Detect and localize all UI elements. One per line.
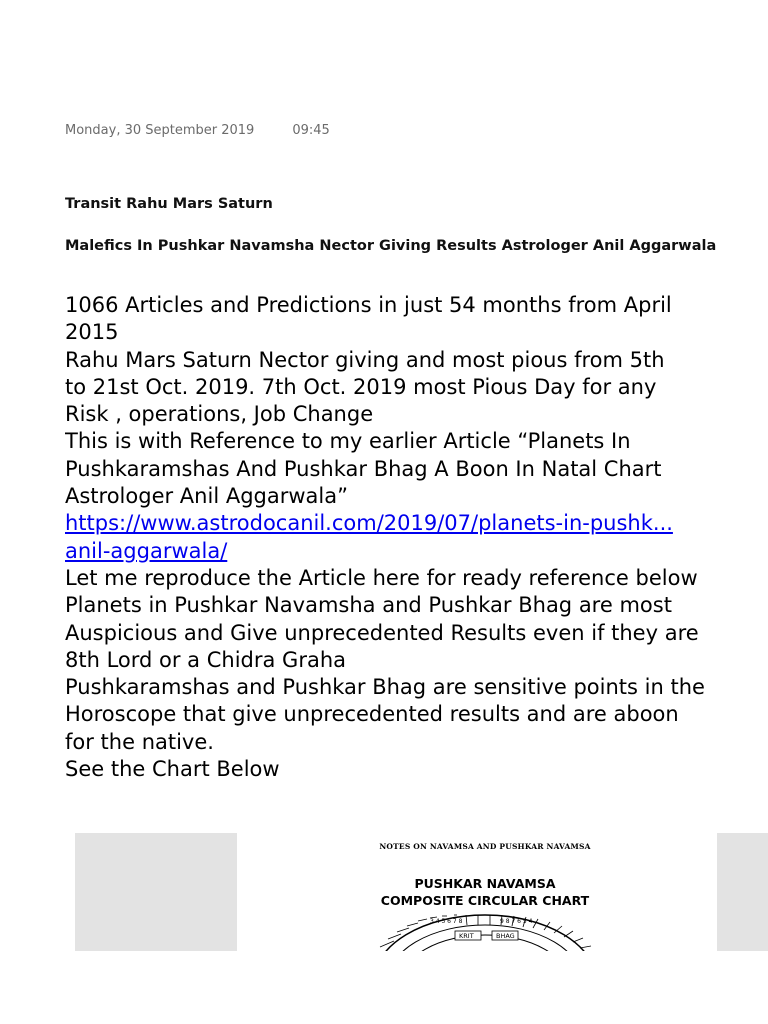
body-line: Rahu Mars Saturn Nector giving and most pious from 5th — [65, 347, 665, 372]
body-line: See the Chart Below — [65, 757, 280, 782]
body-line: This is with Reference to my earlier Article “Planets In — [65, 429, 631, 454]
post-meta — [65, 123, 330, 138]
body-line: to 21st Oct. 2019. 7th Oct. 2019 most Pious Day for any — [65, 374, 657, 399]
chart-title — [340, 875, 630, 909]
wheel-label-krit: KRIT — [459, 932, 474, 940]
svg-text:3 4 5 6 7 8: 3 4 5 6 7 8 — [430, 918, 463, 925]
body-line: for the native. — [65, 729, 214, 754]
chart-notes-heading: NOTES ON NAVAMSA AND PUSHKAR NAVAMSA — [379, 842, 591, 851]
image-placeholder-left — [75, 833, 237, 951]
body-line: Horoscope that give unprecedented results and are aboon — [65, 702, 679, 727]
body-line: Pushkaramshas and Pushkar Bhag are sensitive points in the — [65, 675, 705, 700]
image-placeholder-right — [717, 833, 768, 951]
body-line: Auspicious and Give unprecedented Results even if they are — [65, 620, 699, 645]
chart-title-line2: COMPOSITE CIRCULAR CHART — [380, 893, 590, 908]
pushkar-navamsa-chart-image — [340, 833, 630, 951]
post-time: 09:45 — [292, 123, 330, 138]
svg-text:9 8 7 6 5 4: 9 8 7 6 5 4 — [500, 918, 533, 925]
reference-link[interactable]: https://www.astrodocanil.com/2019/07/planets-in-pushk... — [65, 511, 673, 536]
article-title: Transit Rahu Mars Saturn — [65, 196, 273, 212]
body-line: 1066 Articles and Predictions in just 54 months from April — [65, 293, 672, 317]
post-date: Monday, 30 September 2019 — [65, 123, 255, 138]
article-subtitle: Malefics In Pushkar Navamsha Nector Giving Results Astrologer Anil Aggarwala — [65, 238, 717, 254]
body-line: Pushkaramshas And Pushkar Bhag A Boon In Natal Chart — [65, 456, 662, 481]
article-body — [65, 292, 768, 783]
body-line: 8th Lord or a Chidra Graha — [65, 647, 346, 672]
body-line: 2015 — [65, 320, 119, 345]
body-line: Risk , operations, Job Change — [65, 402, 374, 427]
body-line: Astrologer Anil Aggarwala” — [65, 484, 348, 509]
body-line: Let me reproduce the Article here for ready reference below — [65, 565, 698, 590]
wheel-label-bhag: BHAG — [496, 932, 515, 940]
reference-link-line — [65, 538, 768, 565]
reference-link-continued[interactable]: anil-aggarwala/ — [65, 538, 228, 563]
chart-title-line1: PUSHKAR NAVAMSA — [414, 876, 556, 891]
circular-chart-wheel — [370, 913, 600, 951]
body-line: Planets in Pushkar Navamsha and Pushkar Bhag are most — [65, 593, 672, 618]
reference-link-line — [65, 510, 768, 537]
